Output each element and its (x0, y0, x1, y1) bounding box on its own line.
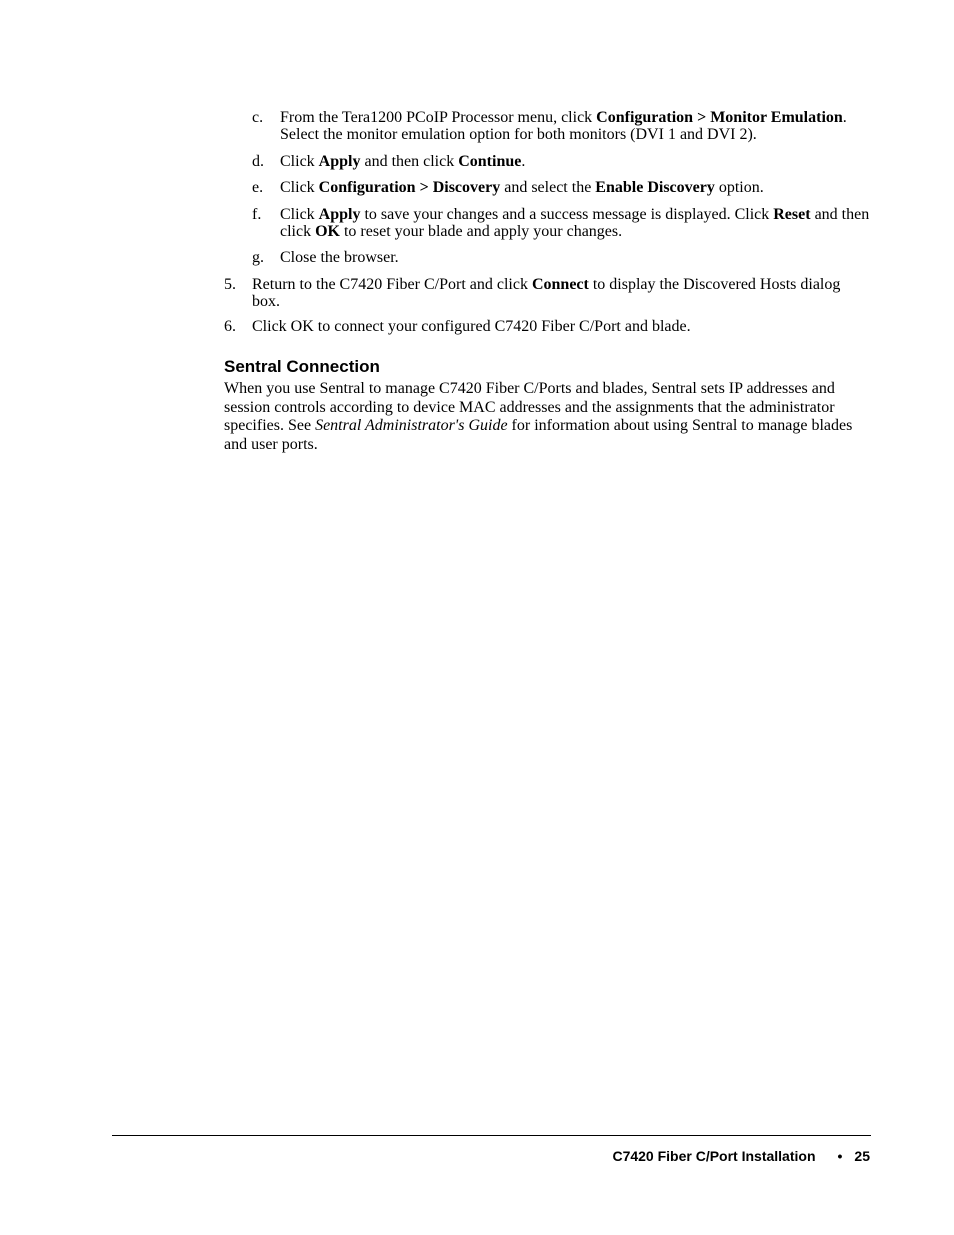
step-marker: 5. (224, 276, 236, 293)
substep-marker: c. (252, 109, 264, 126)
continue-label: Continue (458, 153, 522, 170)
ok-label: OK (315, 223, 340, 240)
substep-marker: g. (252, 249, 264, 266)
step-text: Click OK to connect your configured C7420 Fiber C/Port and blade. (252, 318, 691, 335)
reset-label: Reset (773, 206, 811, 223)
substep-marker: f. (252, 206, 262, 223)
page-number: 25 (854, 1148, 870, 1164)
substep-text: From the Tera1200 PCoIP Processor menu, click Configuration > Monitor Emulation. Select the monitor emulation option for both monitors (DVI 1 and DVI 2). (280, 109, 847, 143)
menu-path: Configuration > Discovery (318, 179, 501, 196)
substep-marker: e. (252, 179, 264, 196)
step-text: Return to the C7420 Fiber C/Port and click Connect to display the Discovered Hosts dialog box. (252, 276, 841, 310)
menu-path: Configuration > Monitor Emulation (596, 109, 843, 126)
apply-label: Apply (318, 206, 361, 223)
substep-marker: d. (252, 153, 264, 170)
section-paragraph: When you use Sentral to manage C7420 Fiber C/Ports and blades, Sentral sets IP addresses and session controls according to device MAC addresses and the assignments that the administrator specifies. See Sentral Administrator's Guide for information about using Sentral to manage blades and user ports. (224, 380, 853, 454)
substep-text: Click Apply and then click Continue. (280, 153, 526, 170)
enable-discovery-label: Enable Discovery (595, 179, 715, 196)
footer-bullet: • (837, 1148, 843, 1164)
connect-label: Connect (531, 276, 589, 293)
substep-text: Close the browser. (280, 249, 399, 266)
footer-title: C7420 Fiber C/Port Installation (612, 1148, 816, 1164)
step-marker: 6. (224, 318, 236, 335)
footer-rule (112, 1135, 871, 1136)
section-heading: Sentral Connection (224, 357, 380, 376)
substep-text: Click Configuration > Discovery and select the Enable Discovery option. (280, 179, 764, 196)
apply-label: Apply (318, 153, 361, 170)
guide-title: Sentral Administrator's Guide (315, 417, 508, 435)
substep-text: Click Apply to save your changes and a success message is displayed. Click Reset and then click OK to reset your blade and apply your changes. (280, 206, 870, 240)
page-footer (612, 1148, 870, 1164)
